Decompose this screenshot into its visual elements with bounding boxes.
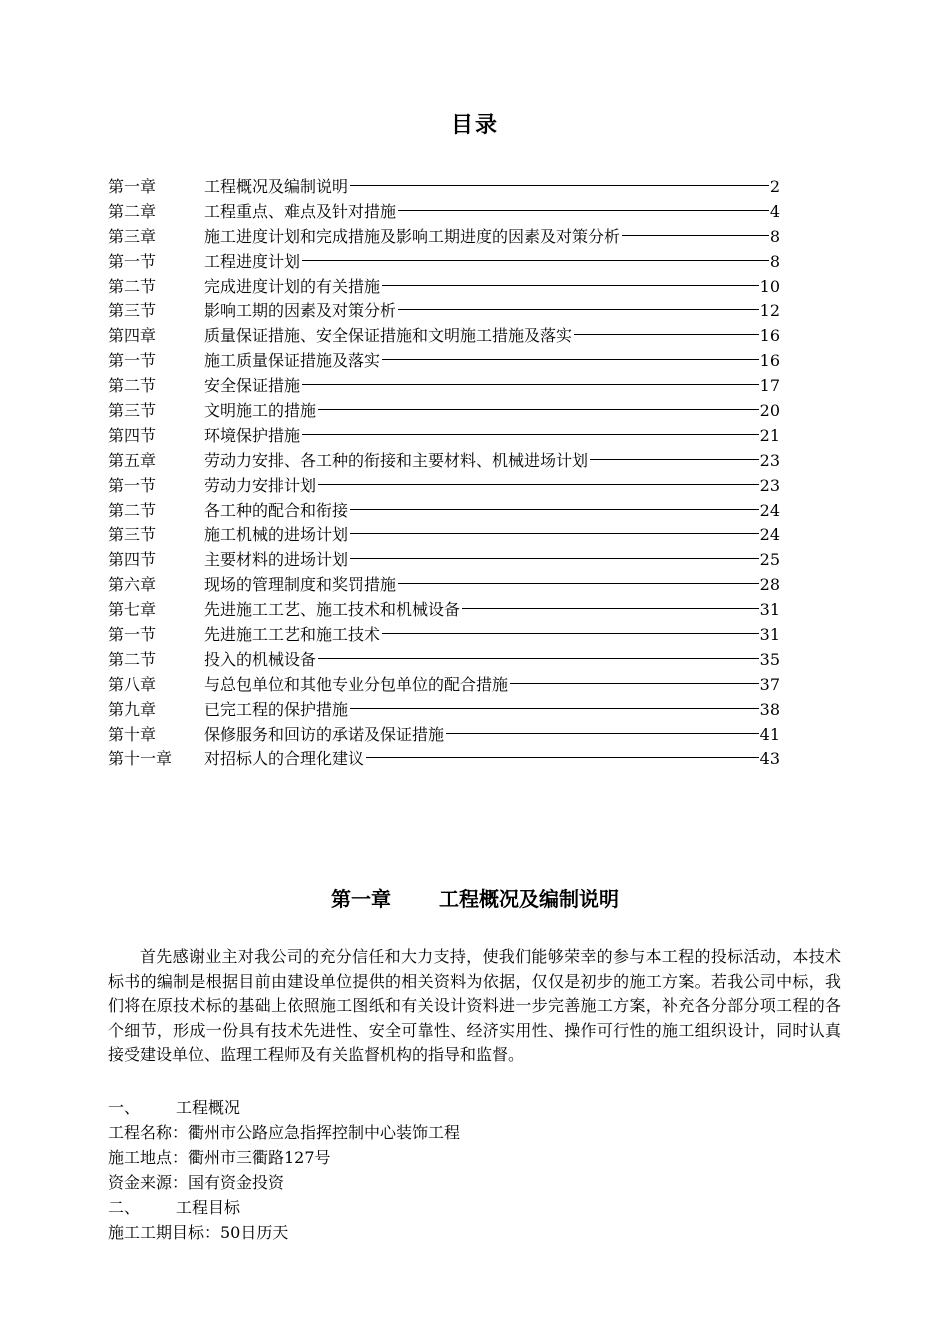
toc-entry-page: 31 (759, 625, 780, 645)
toc-entry-title: 各工种的配合和衔接 (204, 500, 349, 520)
toc-entry[interactable] (108, 274, 780, 299)
toc-leader-line (302, 384, 759, 385)
table-of-contents (108, 174, 780, 771)
toc-leader-line (574, 334, 759, 335)
toc-entry-number: 第四节 (108, 425, 157, 445)
toc-entry-number: 第一节 (108, 475, 157, 495)
toc-entry[interactable] (108, 522, 780, 547)
chapter-number: 第一章 (331, 887, 391, 911)
toc-leader-line (510, 683, 759, 684)
toc-entry-page: 25 (759, 550, 780, 570)
toc-entry-title: 施工质量保证措施及落实 (204, 351, 381, 371)
toc-leader-line (302, 260, 769, 261)
toc-entry-title: 安全保证措施 (204, 376, 301, 396)
toc-entry[interactable] (108, 298, 780, 323)
toc-entry[interactable] (108, 398, 780, 423)
toc-leader-line (302, 434, 759, 435)
toc-entry-page: 41 (759, 724, 780, 744)
toc-leader-line (398, 583, 759, 584)
toc-entry[interactable] (108, 373, 780, 398)
toc-entry-number: 第二节 (108, 376, 157, 396)
toc-leader-line (350, 533, 759, 534)
toc-entry[interactable] (108, 647, 780, 672)
toc-entry[interactable] (108, 224, 780, 249)
toc-entry-page: 8 (769, 251, 780, 271)
toc-entry-number: 第一节 (108, 251, 157, 271)
toc-entry-page: 16 (759, 351, 780, 371)
toc-entry-title: 完成进度计划的有关措施 (204, 276, 381, 296)
project-location-line: 施工地点：衢州市三衢路127号 (108, 1148, 331, 1167)
toc-entry[interactable] (108, 697, 780, 722)
toc-entry-title: 已完工程的保护措施 (204, 699, 349, 719)
funding-source-line: 资金来源：国有资金投资 (108, 1173, 285, 1192)
toc-entry-number: 第九章 (108, 699, 157, 719)
project-info (108, 1095, 841, 1245)
toc-entry-number: 第二章 (108, 201, 157, 221)
toc-entry-number: 第八章 (108, 674, 157, 694)
section-number: 一、 (108, 1098, 141, 1117)
toc-leader-line (462, 608, 759, 609)
toc-entry[interactable] (108, 498, 780, 523)
toc-leader-line (382, 285, 759, 286)
toc-entry-page: 17 (759, 376, 780, 396)
toc-entry-page: 37 (759, 674, 780, 694)
toc-title: 目录 (450, 112, 499, 138)
toc-leader-line (366, 757, 759, 758)
toc-leader-line (446, 733, 759, 734)
toc-leader-line (318, 658, 759, 659)
toc-entry[interactable] (108, 597, 780, 622)
section-title: 工程概况 (176, 1098, 241, 1117)
toc-entry-page: 8 (769, 226, 780, 246)
toc-entry-number: 第一章 (108, 177, 157, 196)
toc-leader-line (350, 185, 769, 186)
toc-entry-number: 第五章 (108, 450, 157, 470)
toc-entry-title: 文明施工的措施 (204, 401, 317, 421)
toc-leader-line (398, 210, 769, 211)
toc-leader-line (350, 509, 759, 510)
toc-leader-line (382, 359, 759, 360)
toc-entry-page: 16 (759, 326, 780, 346)
toc-entry[interactable] (108, 174, 780, 199)
toc-entry-page: 10 (759, 276, 780, 296)
toc-leader-line (350, 558, 759, 559)
toc-leader-line (590, 459, 759, 460)
toc-entry[interactable] (108, 199, 780, 224)
toc-entry-number: 第二节 (108, 276, 157, 296)
toc-entry-title: 工程重点、难点及针对措施 (204, 201, 397, 221)
section-number: 二、 (108, 1198, 141, 1217)
toc-entry-title: 保修服务和回访的承诺及保证措施 (204, 724, 445, 744)
toc-entry-page: 20 (759, 401, 780, 421)
toc-entry-title: 施工进度计划和完成措施及影响工期进度的因素及对策分析 (204, 226, 621, 246)
toc-entry-title: 工程进度计划 (204, 251, 301, 271)
chapter-title-text: 工程概况及编制说明 (439, 887, 619, 911)
toc-entry-page: 28 (759, 575, 780, 595)
toc-entry-title: 投入的机械设备 (204, 649, 317, 669)
toc-entry-page: 4 (769, 201, 780, 221)
toc-entry-title: 工程概况及编制说明 (204, 177, 349, 196)
toc-entry-title: 先进施工工艺和施工技术 (204, 625, 381, 645)
schedule-goal-line: 施工工期目标：50日历天 (108, 1223, 289, 1242)
toc-entry-number: 第二节 (108, 649, 157, 669)
section-heading-overview (108, 1095, 841, 1120)
toc-leader-line (622, 235, 769, 236)
toc-leader-line (398, 309, 759, 310)
toc-entry-page: 23 (759, 475, 780, 495)
toc-entry-page: 23 (759, 450, 780, 470)
toc-entry-title: 与总包单位和其他专业分包单位的配合措施 (204, 674, 509, 694)
section-heading-goals (108, 1195, 841, 1220)
toc-entry-title: 影响工期的因素及对策分析 (204, 301, 397, 321)
toc-entry-number: 第四节 (108, 550, 157, 570)
section-title: 工程目标 (176, 1198, 241, 1217)
toc-entry[interactable] (108, 672, 780, 697)
toc-leader-line (318, 409, 759, 410)
toc-entry-number: 第十一章 (108, 749, 173, 769)
toc-entry[interactable] (108, 473, 780, 498)
toc-leader-line (382, 633, 759, 634)
toc-entry[interactable] (108, 547, 780, 572)
toc-entry-page: 24 (759, 525, 780, 545)
toc-entry-number: 第一节 (108, 625, 157, 645)
toc-entry-number: 第三节 (108, 401, 157, 421)
toc-entry-number: 第三节 (108, 301, 157, 321)
toc-entry-number: 第三章 (108, 226, 157, 246)
toc-leader-line (350, 708, 759, 709)
toc-entry-title: 环境保护措施 (204, 425, 301, 445)
toc-entry-number: 第六章 (108, 575, 157, 595)
intro-paragraph: 首先感谢业主对我公司的充分信任和大力支持，使我们能够荣幸的参与本工程的投标活动，本技术标书的编制是根据目前由建设单位提供的相关资料为依据，仅仅是初步的施工方案。若我公司中标，我们将在原技术标的基础上依照施工图纸和有关设计资料进一步完善施工方案，补充各分部分项工程的各个细节，形成一份具有技术先进性、安全可靠性、经济实用性、操作可行性的施工组织设计，同时认真接受建设单位、监理工程师及有关监督机构的指导和监督。 (108, 947, 841, 1064)
toc-entry-number: 第一节 (108, 351, 157, 371)
toc-entry-title: 劳动力安排计划 (204, 475, 317, 495)
project-name-line: 工程名称：衢州市公路应急指挥控制中心装饰工程 (108, 1123, 461, 1142)
toc-entry-title: 劳动力安排、各工种的衔接和主要材料、机械进场计划 (204, 450, 589, 470)
toc-entry-page: 43 (759, 749, 780, 769)
toc-entry-page: 31 (759, 600, 780, 620)
toc-entry[interactable] (108, 323, 780, 348)
toc-entry[interactable] (108, 572, 780, 597)
toc-entry[interactable] (108, 423, 780, 448)
chapter-heading (0, 883, 950, 912)
toc-entry-page: 21 (759, 425, 780, 445)
toc-entry-title: 主要材料的进场计划 (204, 550, 349, 570)
toc-entry-page: 24 (759, 500, 780, 520)
toc-entry-number: 第三节 (108, 525, 157, 545)
toc-entry-title: 对招标人的合理化建议 (204, 749, 365, 769)
toc-entry-title: 施工机械的进场计划 (204, 525, 349, 545)
toc-entry-title: 现场的管理制度和奖罚措施 (204, 575, 397, 595)
toc-entry-title: 先进施工工艺、施工技术和机械设备 (204, 600, 461, 620)
toc-entry-page: 35 (759, 649, 780, 669)
toc-entry-page: 12 (759, 301, 780, 321)
toc-entry-number: 第十章 (108, 724, 157, 744)
toc-entry[interactable] (108, 348, 780, 373)
toc-leader-line (318, 484, 759, 485)
toc-entry[interactable] (108, 722, 780, 747)
toc-entry[interactable] (108, 622, 780, 647)
toc-entry[interactable] (108, 249, 780, 274)
toc-entry[interactable] (108, 746, 780, 771)
toc-entry-page: 38 (759, 699, 780, 719)
toc-entry[interactable] (108, 448, 780, 473)
toc-entry-number: 第二节 (108, 500, 157, 520)
toc-entry-number: 第四章 (108, 326, 157, 346)
toc-entry-title: 质量保证措施、安全保证措施和文明施工措施及落实 (204, 326, 573, 346)
toc-entry-number: 第七章 (108, 600, 157, 620)
toc-entry-page: 2 (769, 177, 780, 196)
